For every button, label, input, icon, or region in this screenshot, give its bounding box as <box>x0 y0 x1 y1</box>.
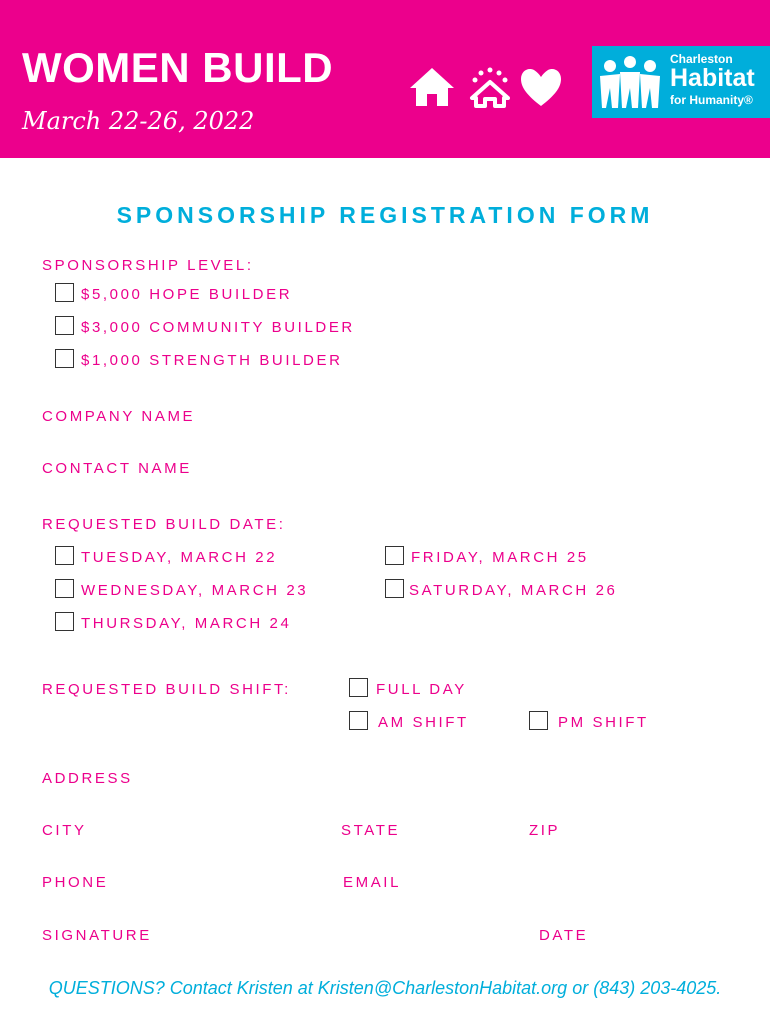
logo-big-text: Habitat <box>670 64 755 92</box>
people-icon <box>596 52 666 112</box>
form-title: SPONSORSHIP REGISTRATION FORM <box>116 202 654 228</box>
city-label: CITY <box>42 822 87 839</box>
checkbox-shift-full-day[interactable] <box>349 678 368 697</box>
heart-icon <box>521 69 561 106</box>
checkbox-date-wednesday[interactable] <box>55 579 74 598</box>
shift-pm-label: PM SHIFT <box>558 714 649 731</box>
checkbox-date-tuesday[interactable] <box>55 546 74 565</box>
logo-small-text: Charleston <box>670 52 733 66</box>
shift-full-day-label: FULL DAY <box>376 681 467 698</box>
event-dates: March 22-26, 2022 <box>22 107 255 135</box>
address-label: ADDRESS <box>42 770 133 787</box>
sunburst-house-icon <box>472 68 508 107</box>
house-icon <box>410 68 454 106</box>
date-saturday-label: SATURDAY, MARCH 26 <box>409 582 618 599</box>
sponsorship-level-label: SPONSORSHIP LEVEL: <box>42 257 254 274</box>
state-label: STATE <box>341 822 401 839</box>
contact-footer: QUESTIONS? Contact Kristen at Kristen@CharlestonHabitat.org or (843) 203-4025. <box>48 978 722 998</box>
date-friday-label: FRIDAY, MARCH 25 <box>411 549 589 566</box>
shift-am-label: AM SHIFT <box>378 714 469 731</box>
checkbox-shift-pm[interactable] <box>529 711 548 730</box>
header-banner <box>0 0 770 158</box>
level-community-label: $3,000 COMMUNITY BUILDER <box>81 319 355 336</box>
icon-row <box>410 64 570 108</box>
contact-name-label: CONTACT NAME <box>42 460 192 477</box>
date-tuesday-label: TUESDAY, MARCH 22 <box>81 549 278 566</box>
level-strength-label: $1,000 STRENGTH BUILDER <box>81 352 343 369</box>
date-wednesday-label: WEDNESDAY, MARCH 23 <box>81 582 309 599</box>
date-thursday-label: THURSDAY, MARCH 24 <box>81 615 292 632</box>
event-title: WOMEN BUILD <box>22 44 334 91</box>
zip-label: ZIP <box>529 822 561 839</box>
checkbox-date-saturday[interactable] <box>385 579 404 598</box>
company-name-label: COMPANY NAME <box>42 408 196 425</box>
checkbox-level-hope[interactable] <box>55 283 74 302</box>
date-sign-label: DATE <box>539 927 589 944</box>
phone-label: PHONE <box>42 874 109 891</box>
habitat-logo <box>592 46 770 118</box>
checkbox-level-community[interactable] <box>55 316 74 335</box>
logo-sub-text: for Humanity® <box>670 93 753 107</box>
level-hope-label: $5,000 HOPE BUILDER <box>81 286 293 303</box>
signature-label: SIGNATURE <box>42 927 152 944</box>
build-shift-label: REQUESTED BUILD SHIFT: <box>42 681 291 698</box>
checkbox-date-friday[interactable] <box>385 546 404 565</box>
build-date-label: REQUESTED BUILD DATE: <box>42 516 286 533</box>
email-label: EMAIL <box>343 874 402 891</box>
checkbox-shift-am[interactable] <box>349 711 368 730</box>
checkbox-date-thursday[interactable] <box>55 612 74 631</box>
checkbox-level-strength[interactable] <box>55 349 74 368</box>
